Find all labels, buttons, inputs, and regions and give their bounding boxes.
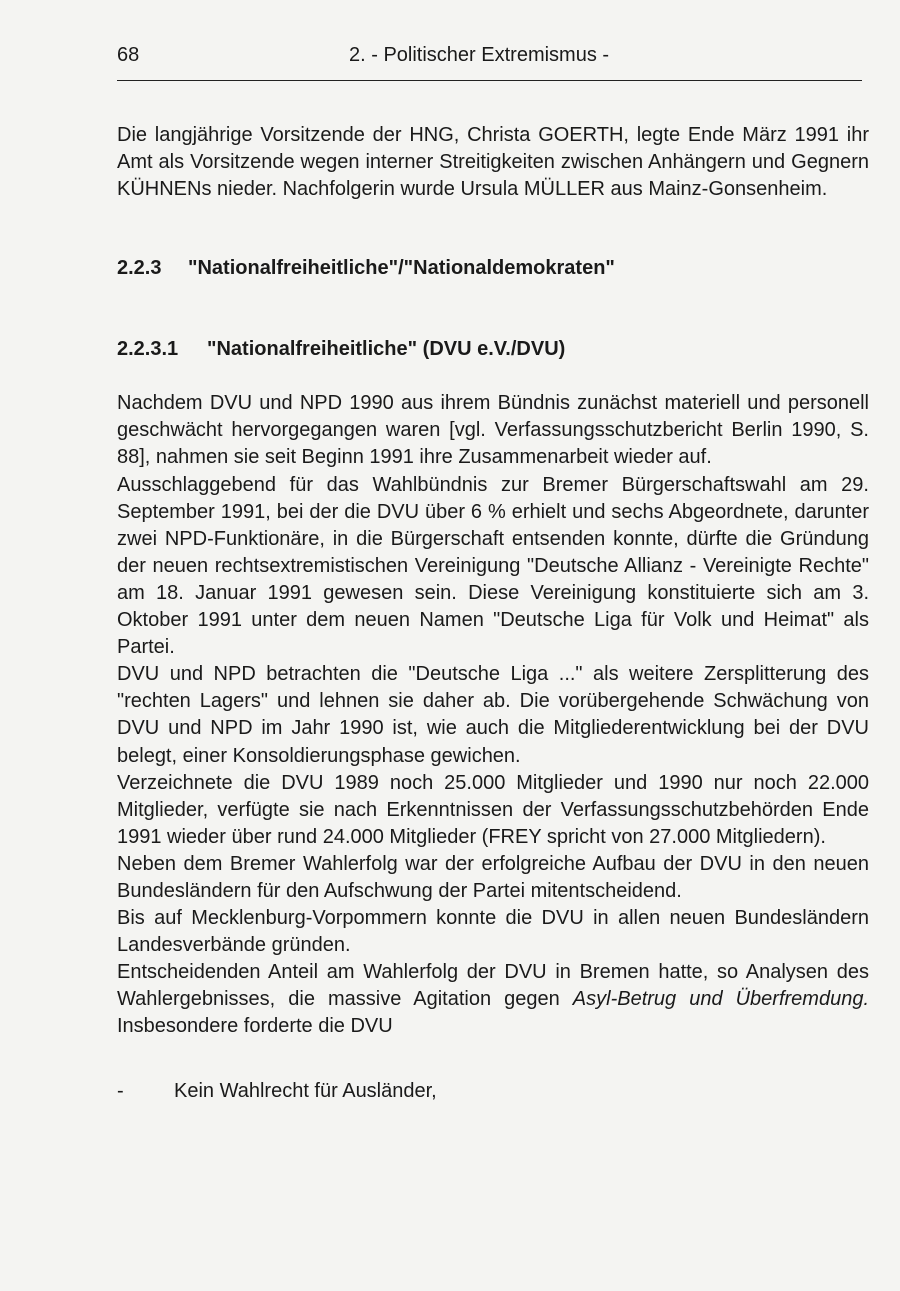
section-title: "Nationalfreiheitliche"/"Nationaldemokraten" [188,257,615,280]
paragraph: DVU und NPD betrachten die "Deutsche Liga ..." als weitere Zersplitterung des "rechten Lagers" und lehnen sie daher ab. Die vorübergehende Schwächung von DVU und NPD im Jahr 1990 ist, wie auch die Mitgliederentwicklung bei der DVU belegt, einer Konsoldierungsphase gewichen. [117,663,869,767]
final-paragraph-emphasis: Asyl-Betrug und Überfremdung. [572,988,870,1011]
section-heading [117,255,869,282]
list-marker: - [117,1079,124,1102]
body-text [117,122,869,1105]
final-paragraph-text: Entscheidenden Anteil am Wahlerfolg der DVU in Bremen hatte, so Analysen des Wahlergebnisses, die massive Agitation gegen [117,961,869,1011]
subsection-number: 2.2.3.1 [117,338,179,361]
paragraph: Verzeichnete die DVU 1989 noch 25.000 Mitglieder und 1990 nur noch 22.000 Mitglieder, verfügte sie nach Erkenntnissen der Verfassungsschutzbehörden Ende 1991 wieder über rund 24.000 Mitglieder (FREY spricht von 27.000 Mitgliedern). [117,771,869,848]
running-title: 2. - Politischer Extremismus - [349,44,610,66]
paragraph: Nachdem DVU und NPD 1990 aus ihrem Bündnis zunächst materiell und personell geschwächt hervorgegangen waren [vgl. Verfassungsschutzbericht Berlin 1990, S. 88], nahmen sie seit Beginn 1991 ihre Zusammenarbeit wieder auf. [117,392,869,469]
intro-paragraph: Die langjährige Vorsitzende der HNG, Christa GOERTH, legte Ende März 1991 ihr Amt als Vorsitzende wegen interner Streitigkeiten zwischen Anhängern und Gegnern KÜHNENs nieder. Nachfolgerin wurde Ursula MÜLLER aus Mainz-Gonsenheim. [117,124,869,201]
list-item-text: Kein Wahlrecht für Ausländer, [174,1079,437,1102]
subsection-title: "Nationalfreiheitliche" (DVU e.V./DVU) [207,338,566,361]
paragraph: Ausschlaggebend für das Wahlbündnis zur Bremer Bürgerschaftswahl am 29. September 1991, bei der die DVU über 6 % erhielt und sechs Abgeordnete, darunter zwei NPD-Funktionäre, in die Bürgerschaft entsenden konnte, dürfte die Gründung der neuen rechtsextremistischen Vereinigung "Deutsche Allianz - Vereinigte Rechte" am 18. Januar 1991 gewesen sein. Diese Vereinigung konstituierte sich am 3. Oktober 1991 unter dem neuen Namen "Deutsche Liga für Volk und Heimat" als Partei. [117,473,869,659]
page-header [117,44,862,78]
subsection-heading [117,336,869,363]
header-rule [117,80,862,81]
paragraph: Neben dem Bremer Wahlerfolg war der erfolgreiche Aufbau der DVU in den neuen Bundesländern für den Aufschwung der Partei mitentscheidend. [117,852,869,902]
page-number: 68 [117,44,140,66]
final-paragraph [117,959,869,1040]
final-paragraph-tail: Insbesondere forderte die DVU [117,1015,393,1038]
list-item [117,1078,869,1105]
section-number: 2.2.3 [117,257,162,280]
paragraph: Bis auf Mecklenburg-Vorpommern konnte die DVU in allen neuen Bundesländern Landesverbände gründen. [117,907,869,957]
